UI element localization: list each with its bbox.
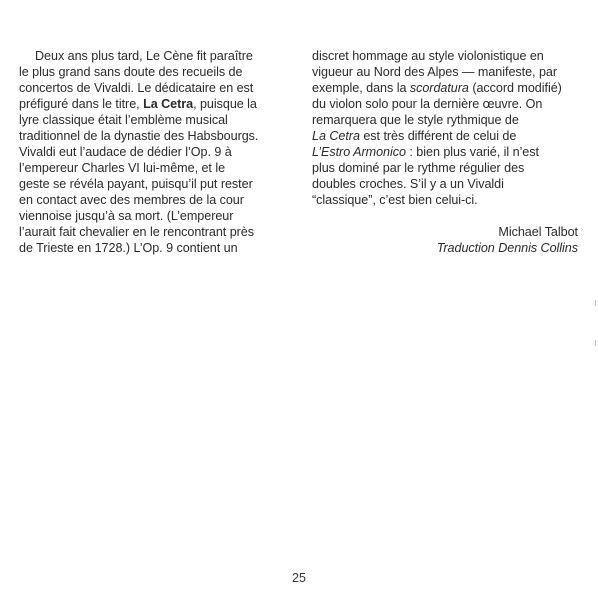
text-line <box>312 160 578 176</box>
text-segment: remarquera que le style rythmique de <box>312 113 519 127</box>
text-segment: lyre classique était l’emblème musical <box>19 113 228 127</box>
text-line <box>19 128 279 144</box>
edge-mark <box>595 340 596 346</box>
text-line <box>19 48 279 64</box>
text-segment: viennoise jusqu’à sa mort. (L’empereur <box>19 209 234 223</box>
text-segment: concertos de Vivaldi. Le dédicataire en est <box>19 81 254 95</box>
text-line <box>312 80 578 96</box>
text-line <box>312 64 578 80</box>
text-segment: est très différent de celui de <box>359 129 517 143</box>
page-number: 25 <box>292 571 306 585</box>
text-line <box>312 48 578 64</box>
signature-spacer <box>312 208 578 224</box>
text-segment: , puisque la <box>193 97 257 111</box>
translator-credit: Traduction Dennis Collins <box>436 241 578 255</box>
album-title-bold: La Cetra <box>143 97 194 111</box>
text-segment: en contact avec des membres de la cour <box>19 193 244 207</box>
text-segment: traditionnel de la dynastie des Habsbourgs. <box>19 129 259 143</box>
text-segment: discret hommage au style violonistique en <box>312 49 544 63</box>
text-segment: plus dominé par le rythme régulier des <box>312 161 525 175</box>
text-segment: : bien plus varié, il n’est <box>405 145 539 159</box>
text-line <box>312 128 578 144</box>
text-segment: (accord modifié) <box>468 81 562 95</box>
edge-mark <box>595 300 596 306</box>
text-line <box>19 112 279 128</box>
text-segment: exemple, dans la <box>312 81 410 95</box>
text-line <box>312 192 578 208</box>
text-line <box>19 96 279 112</box>
text-line <box>19 208 279 224</box>
text-segment: l’empereur Charles VI lui-même, et le <box>19 161 226 175</box>
text-segment: l’aurait fait chevalier en le rencontrant près <box>19 225 255 239</box>
text-line <box>312 144 578 160</box>
text-line <box>312 96 578 112</box>
italic-term: scordatura <box>409 81 469 95</box>
text-segment: “classique”, c’est bien celui-ci. <box>312 193 478 207</box>
text-segment: vigueur au Nord des Alpes — manifeste, par <box>312 65 558 79</box>
text-line <box>19 144 279 160</box>
text-segment: du violon solo pour la dernière œuvre. On <box>312 97 543 111</box>
text-line <box>19 80 279 96</box>
text-line <box>19 160 279 176</box>
text-segment: Vivaldi eut l’audace de dédier l’Op. 9 à <box>19 145 232 159</box>
text-segment: le plus grand sans doute des recueils de <box>19 65 243 79</box>
text-line <box>19 64 279 80</box>
italic-title: La Cetra <box>312 129 360 143</box>
author-signature: Michael Talbot <box>498 225 578 239</box>
left-column <box>19 48 279 256</box>
right-column <box>312 48 578 256</box>
text-line <box>312 176 578 192</box>
text-segment: préfiguré dans le titre, <box>19 97 144 111</box>
text-segment: geste se révéla payant, puisqu’il put rester <box>19 177 253 191</box>
text-line <box>19 192 279 208</box>
text-line <box>19 240 279 256</box>
text-line <box>19 224 279 240</box>
text-segment: de Trieste en 1728.) L’Op. 9 contient un <box>19 241 238 255</box>
text-line <box>19 176 279 192</box>
text-segment: doubles croches. S’il y a un Vivaldi <box>312 177 504 191</box>
italic-title: L’Estro Armonico <box>312 145 406 159</box>
text-line <box>312 112 578 128</box>
text-segment: Deux ans plus tard, Le Cène fit paraître <box>35 49 253 63</box>
